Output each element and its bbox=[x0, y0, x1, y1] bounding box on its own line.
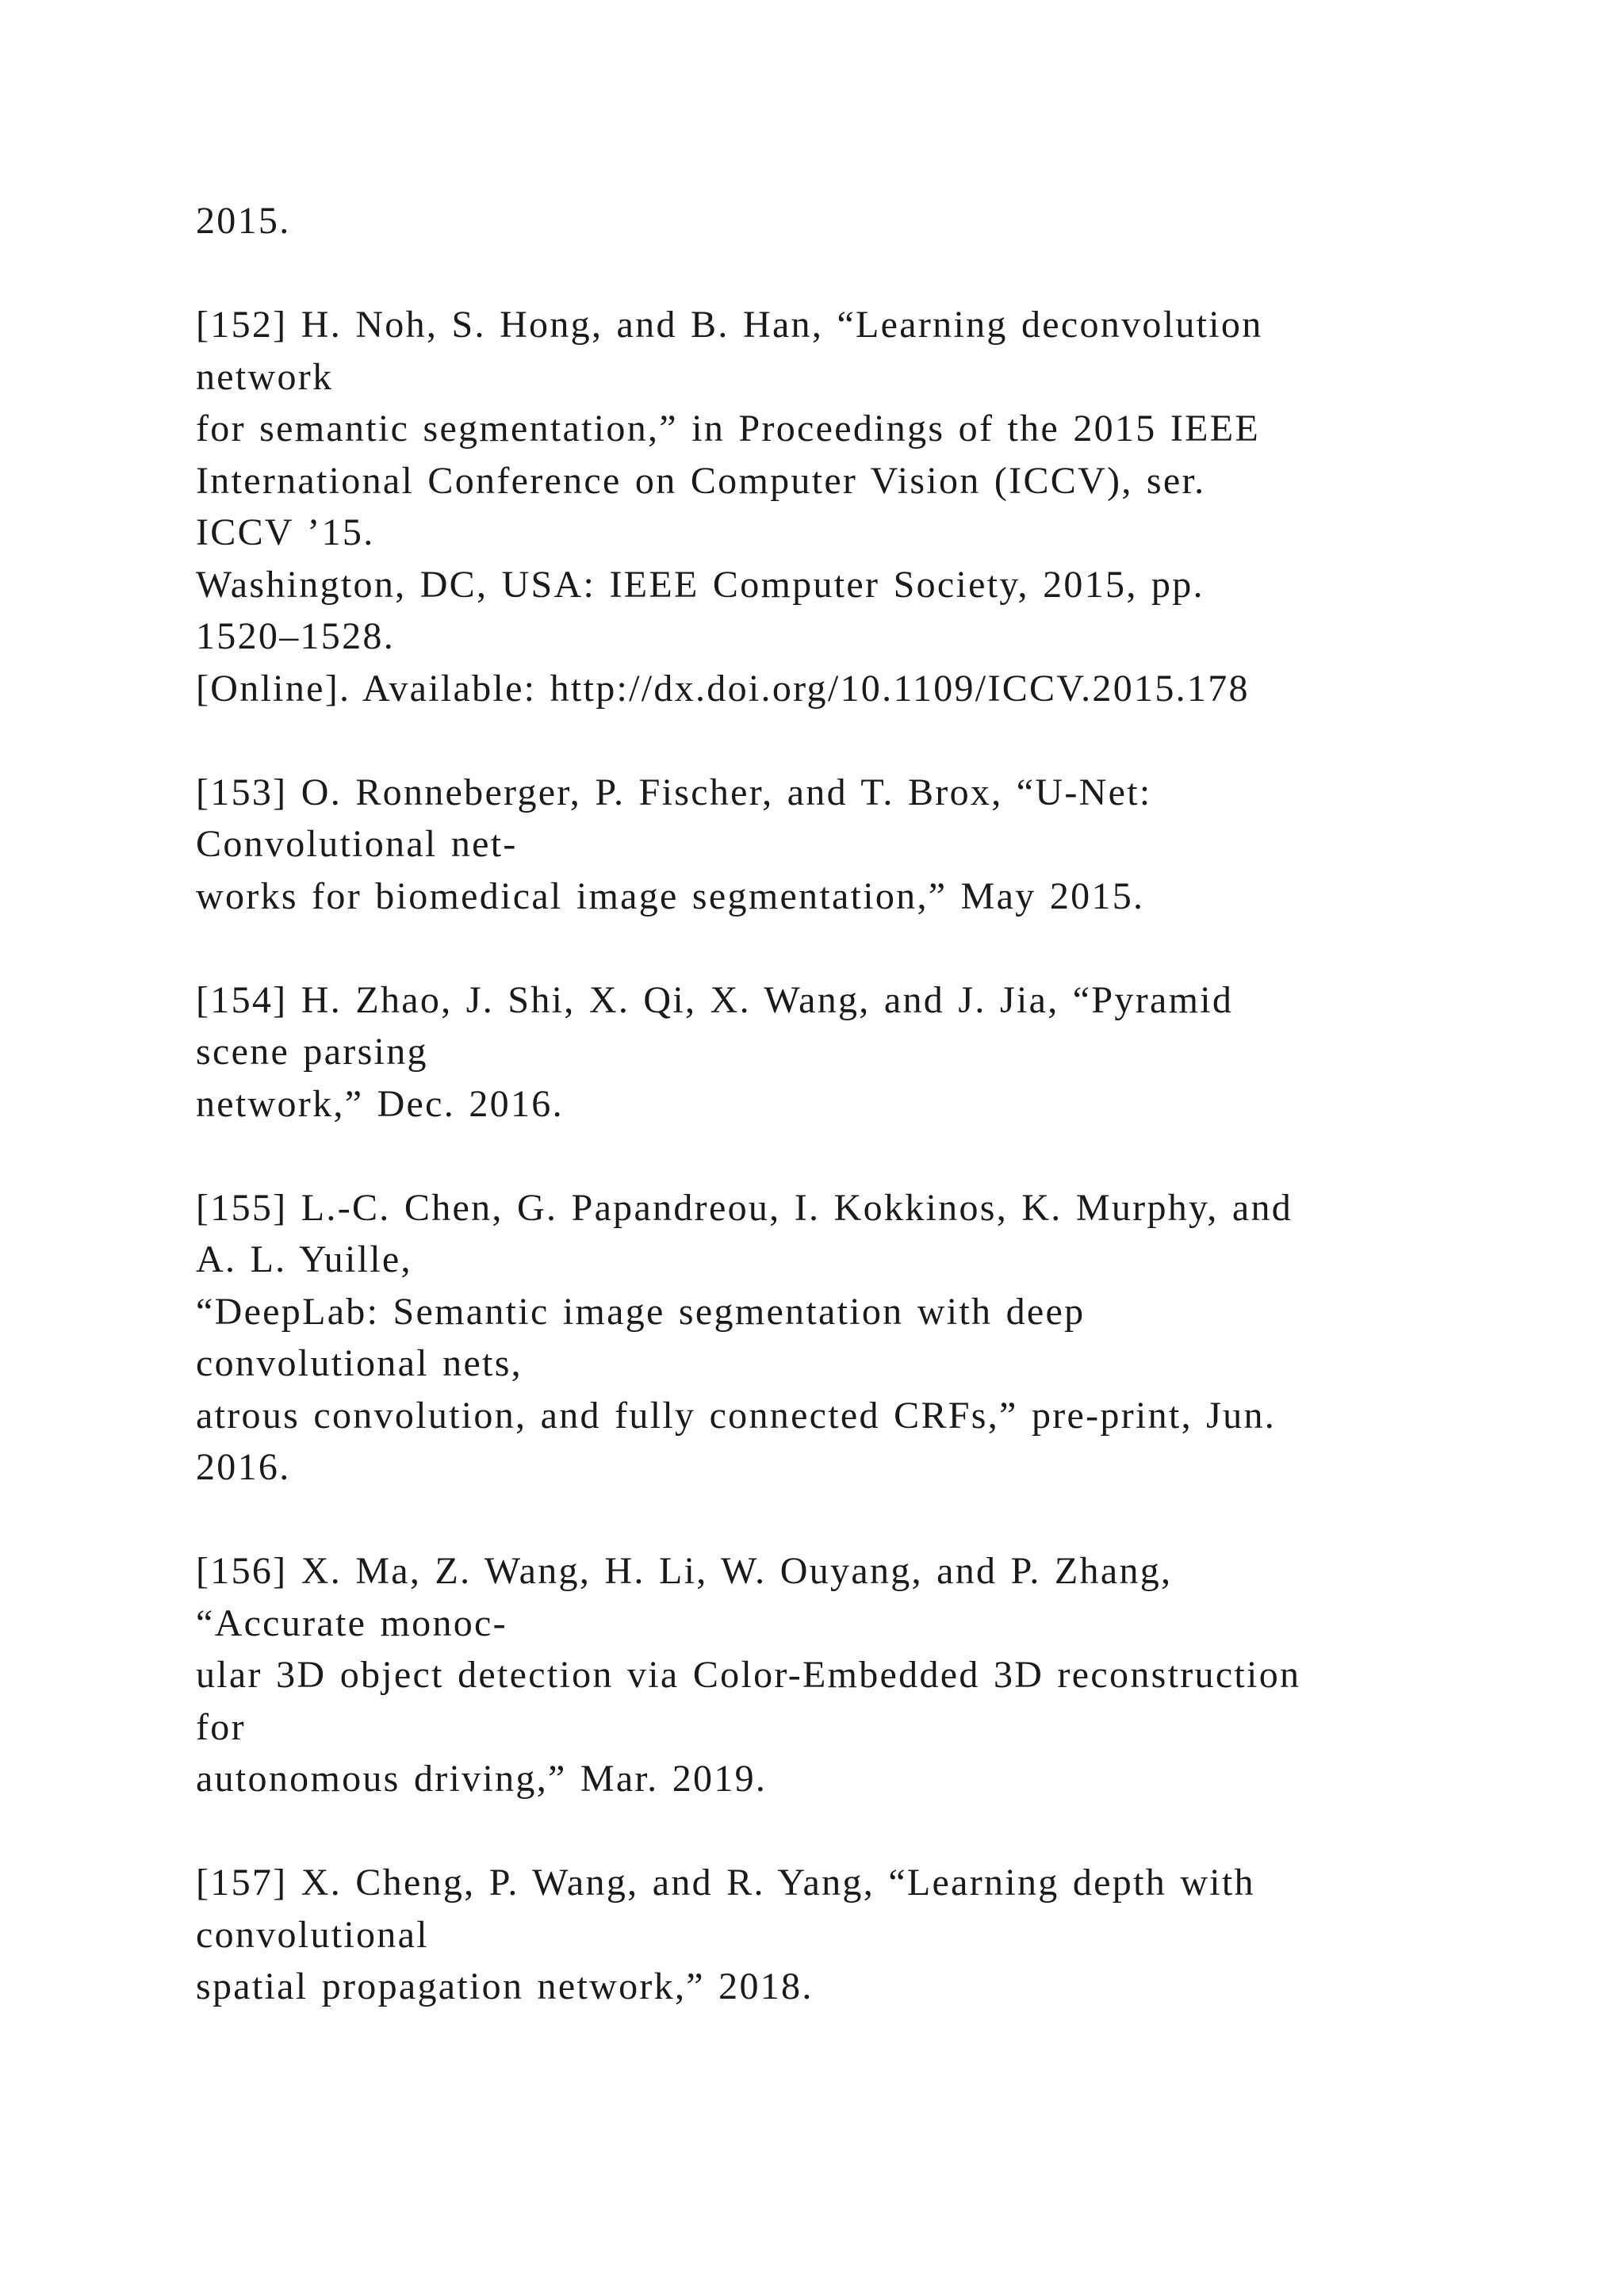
reference-line: 1520–1528. bbox=[196, 615, 395, 657]
reference-line: network bbox=[196, 355, 334, 398]
reference-line: Washington, DC, USA: IEEE Computer Society, 2015, pp. bbox=[196, 563, 1205, 606]
continued-text-line: 2015. bbox=[196, 200, 291, 242]
reference-157 bbox=[196, 1857, 1480, 2013]
reference-line: ular 3D object detection via Color-Embedded 3D reconstruction bbox=[196, 1654, 1301, 1696]
reference-line: convolutional bbox=[196, 1913, 429, 1956]
reference-line: [152] H. Noh, S. Hong, and B. Han, “Learning deconvolution bbox=[196, 304, 1263, 346]
reference-line: [155] L.-C. Chen, G. Papandreou, I. Kokkinos, K. Murphy, and bbox=[196, 1186, 1293, 1229]
reference-line: 2016. bbox=[196, 1446, 291, 1488]
reference-line: works for biomedical image segmentation,” May 2015. bbox=[196, 874, 1145, 917]
reference-list bbox=[196, 195, 1480, 2013]
reference-line: for semantic segmentation,” in Proceedings of the 2015 IEEE bbox=[196, 408, 1261, 450]
reference-line: autonomous driving,” Mar. 2019. bbox=[196, 1758, 768, 1800]
reference-154 bbox=[196, 974, 1480, 1131]
reference-153 bbox=[196, 767, 1480, 923]
reference-156 bbox=[196, 1545, 1480, 1805]
paragraph-gap bbox=[196, 1805, 1480, 1858]
reference-line: Convolutional net- bbox=[196, 823, 518, 865]
reference-155 bbox=[196, 1182, 1480, 1494]
reference-line: [154] H. Zhao, J. Shi, X. Qi, X. Wang, and J. Jia, “Pyramid bbox=[196, 978, 1234, 1021]
reference-line: A. L. Yuille, bbox=[196, 1238, 412, 1280]
reference-line: spatial propagation network,” 2018. bbox=[196, 1965, 814, 2007]
paragraph-gap bbox=[196, 1494, 1480, 1546]
reference-line: International Conference on Computer Vision (ICCV), ser. bbox=[196, 459, 1206, 502]
paragraph-gap bbox=[196, 714, 1480, 767]
reference-line: [153] O. Ronneberger, P. Fischer, and T. Brox, “U-Net: bbox=[196, 771, 1152, 813]
reference-line: atrous convolution, and fully connected CRFs,” pre-print, Jun. bbox=[196, 1394, 1277, 1437]
reference-line: scene parsing bbox=[196, 1031, 428, 1073]
paragraph-gap bbox=[196, 247, 1480, 300]
reference-line: for bbox=[196, 1705, 246, 1748]
reference-line: [157] X. Cheng, P. Wang, and R. Yang, “Learning depth with bbox=[196, 1862, 1255, 1904]
reference-line: ICCV ’15. bbox=[196, 511, 375, 553]
reference-line: “Accurate monoc- bbox=[196, 1601, 508, 1644]
reference-152 bbox=[196, 299, 1480, 714]
reference-line: network,” Dec. 2016. bbox=[196, 1082, 564, 1125]
reference-line: [Online]. Available: http://dx.doi.org/10.1109/ICCV.2015.178 bbox=[196, 667, 1250, 710]
paragraph-gap bbox=[196, 922, 1480, 974]
paragraph-gap bbox=[196, 1130, 1480, 1182]
reference-line: convolutional nets, bbox=[196, 1342, 523, 1384]
reference-line: [156] X. Ma, Z. Wang, H. Li, W. Ouyang, and P. Zhang, bbox=[196, 1550, 1173, 1592]
reference-line: “DeepLab: Semantic image segmentation with deep bbox=[196, 1290, 1086, 1333]
